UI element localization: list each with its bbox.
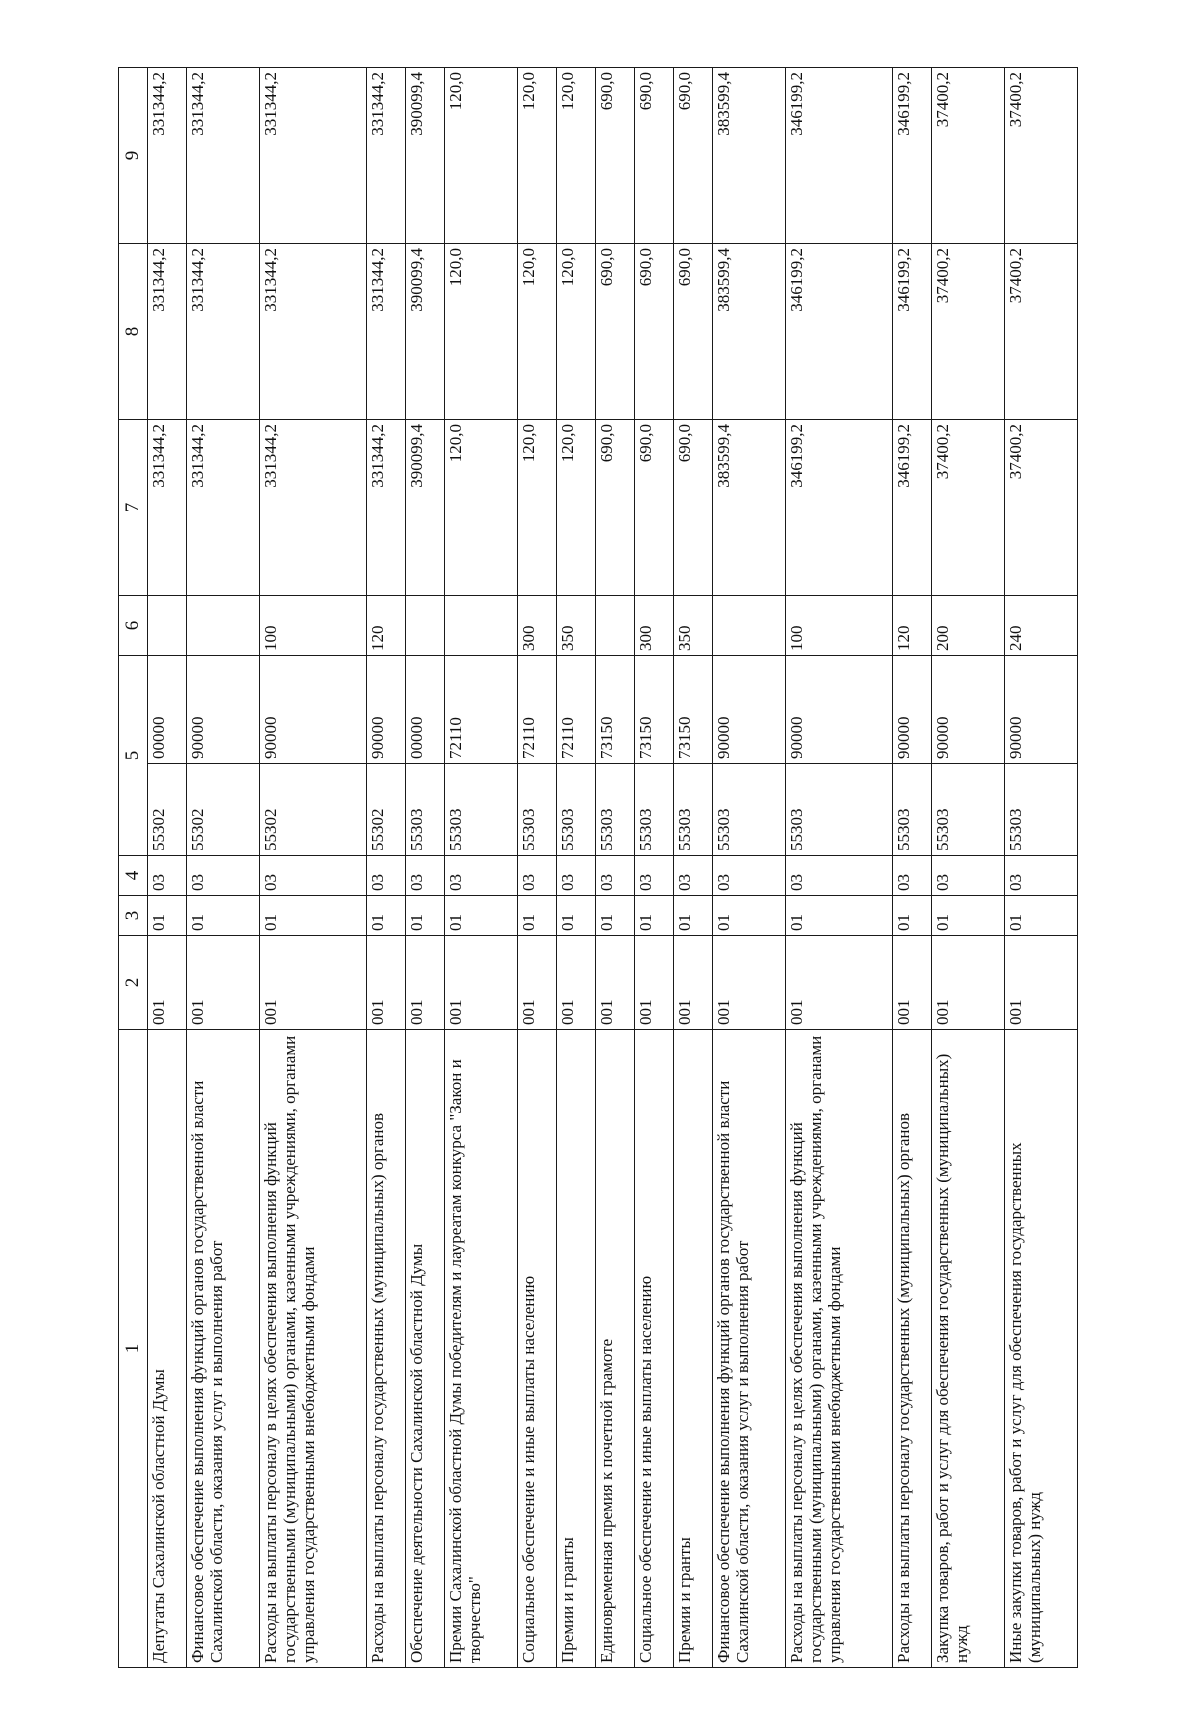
ministry-code-cell: 001 <box>444 936 517 1030</box>
amount-col9-cell: 331344,2 <box>260 68 367 244</box>
header-cell-2: 2 <box>119 936 148 1030</box>
row-name-cell: Финансовое обеспечение выполнения функций органов государственной власти Сахалинской области, оказания услуг и выполнения работ <box>713 1030 786 1668</box>
row-name-cell: Социальное обеспечение и иные выплаты населению <box>635 1030 674 1668</box>
expense-type-cell <box>444 596 517 656</box>
table-body <box>148 68 1078 1668</box>
subsection-code-cell: 03 <box>596 856 635 896</box>
amount-col7-cell: 331344,2 <box>148 420 187 596</box>
row-name-cell: Расходы на выплаты персоналу государственных (муниципальных) органов <box>892 1030 931 1668</box>
program-code-cell: 55303 <box>517 764 556 856</box>
amount-col8-cell: 390099,4 <box>405 244 444 420</box>
amount-col7-cell: 690,0 <box>596 420 635 596</box>
table-row <box>786 68 893 1668</box>
row-name-cell: Обеспечение деятельности Сахалинской областной Думы <box>405 1030 444 1668</box>
ministry-code-cell: 001 <box>366 936 405 1030</box>
direction-code-cell: 73150 <box>596 656 635 764</box>
table-row <box>932 68 1005 1668</box>
expense-type-cell: 200 <box>932 596 1005 656</box>
amount-col9-cell: 383599,4 <box>713 68 786 244</box>
subsection-code-cell: 03 <box>892 856 931 896</box>
section-code-cell: 01 <box>517 896 556 936</box>
amount-col8-cell: 690,0 <box>674 244 713 420</box>
header-cell-4: 4 <box>119 856 148 896</box>
amount-col9-cell: 120,0 <box>517 68 556 244</box>
amount-col8-cell: 690,0 <box>596 244 635 420</box>
amount-col9-cell: 37400,2 <box>932 68 1005 244</box>
row-name-cell: Расходы на выплаты персоналу в целях обеспечения выполнения функций государственными (муниципальными) органами, казенными учреждениями, органами управления государственными внебюджетными фондами <box>786 1030 893 1668</box>
program-code-cell: 55303 <box>786 764 893 856</box>
direction-code-cell: 90000 <box>786 656 893 764</box>
amount-col9-cell: 690,0 <box>674 68 713 244</box>
row-name-cell: Премии и гранты <box>674 1030 713 1668</box>
program-code-cell: 55302 <box>187 764 260 856</box>
header-cell-1: 1 <box>119 1030 148 1668</box>
row-name-cell: Депутаты Сахалинской областной Думы <box>148 1030 187 1668</box>
table-row <box>260 68 367 1668</box>
subsection-code-cell: 03 <box>405 856 444 896</box>
table-row <box>405 68 444 1668</box>
program-code-cell: 55302 <box>366 764 405 856</box>
program-code-cell: 55303 <box>674 764 713 856</box>
expense-type-cell <box>405 596 444 656</box>
section-code-cell: 01 <box>596 896 635 936</box>
section-code-cell: 01 <box>444 896 517 936</box>
row-name-cell: Закупка товаров, работ и услуг для обеспечения государственных (муниципальных) нужд <box>932 1030 1005 1668</box>
expense-type-cell: 300 <box>635 596 674 656</box>
amount-col8-cell: 120,0 <box>444 244 517 420</box>
expense-type-cell: 100 <box>260 596 367 656</box>
section-code-cell: 01 <box>405 896 444 936</box>
amount-col9-cell: 331344,2 <box>366 68 405 244</box>
header-cell-5: 5 <box>119 656 148 856</box>
table-row <box>187 68 260 1668</box>
direction-code-cell: 00000 <box>405 656 444 764</box>
ministry-code-cell: 001 <box>674 936 713 1030</box>
subsection-code-cell: 03 <box>366 856 405 896</box>
direction-code-cell: 90000 <box>932 656 1005 764</box>
table-row <box>148 68 187 1668</box>
direction-code-cell: 90000 <box>366 656 405 764</box>
row-name-cell: Расходы на выплаты персоналу в целях обеспечения выполнения функций государственными (муниципальными) органами, казенными учреждениями, органами управления государственными внебюджетными фондами <box>260 1030 367 1668</box>
program-code-cell: 55303 <box>444 764 517 856</box>
table-row <box>892 68 931 1668</box>
row-name-cell: Иные закупки товаров, работ и услуг для обеспечения государственных (муниципальных) нужд <box>1004 1030 1077 1668</box>
expense-type-cell: 100 <box>786 596 893 656</box>
expense-type-cell <box>148 596 187 656</box>
expense-type-cell <box>187 596 260 656</box>
subsection-code-cell: 03 <box>260 856 367 896</box>
amount-col7-cell: 120,0 <box>444 420 517 596</box>
direction-code-cell: 73150 <box>674 656 713 764</box>
amount-col9-cell: 331344,2 <box>148 68 187 244</box>
section-code-cell: 01 <box>366 896 405 936</box>
amount-col7-cell: 37400,2 <box>932 420 1005 596</box>
row-name-cell: Премии и гранты <box>556 1030 595 1668</box>
section-code-cell: 01 <box>187 896 260 936</box>
expense-type-cell: 300 <box>517 596 556 656</box>
header-cell-7: 7 <box>119 420 148 596</box>
subsection-code-cell: 03 <box>635 856 674 896</box>
amount-col7-cell: 346199,2 <box>892 420 931 596</box>
subsection-code-cell: 03 <box>1004 856 1077 896</box>
amount-col7-cell: 383599,4 <box>713 420 786 596</box>
ministry-code-cell: 001 <box>713 936 786 1030</box>
ministry-code-cell: 001 <box>556 936 595 1030</box>
budget-table <box>118 67 1078 1668</box>
amount-col7-cell: 346199,2 <box>786 420 893 596</box>
ministry-code-cell: 001 <box>148 936 187 1030</box>
table-row <box>517 68 556 1668</box>
amount-col9-cell: 690,0 <box>635 68 674 244</box>
section-code-cell: 01 <box>713 896 786 936</box>
amount-col8-cell: 346199,2 <box>786 244 893 420</box>
direction-code-cell: 90000 <box>260 656 367 764</box>
ministry-code-cell: 001 <box>405 936 444 1030</box>
ministry-code-cell: 001 <box>786 936 893 1030</box>
amount-col8-cell: 331344,2 <box>260 244 367 420</box>
table-row <box>366 68 405 1668</box>
direction-code-cell: 72110 <box>556 656 595 764</box>
amount-col8-cell: 37400,2 <box>1004 244 1077 420</box>
ministry-code-cell: 001 <box>1004 936 1077 1030</box>
amount-col8-cell: 120,0 <box>556 244 595 420</box>
header-cell-8: 8 <box>119 244 148 420</box>
direction-code-cell: 90000 <box>713 656 786 764</box>
section-code-cell: 01 <box>260 896 367 936</box>
program-code-cell: 55303 <box>405 764 444 856</box>
table-row <box>556 68 595 1668</box>
subsection-code-cell: 03 <box>187 856 260 896</box>
subsection-code-cell: 03 <box>148 856 187 896</box>
amount-col8-cell: 120,0 <box>517 244 556 420</box>
table-row <box>713 68 786 1668</box>
page-number <box>52 0 88 828</box>
header-cell-3: 3 <box>119 896 148 936</box>
header-cell-6: 6 <box>119 596 148 656</box>
header-cell-9: 9 <box>119 68 148 244</box>
expense-type-cell: 120 <box>366 596 405 656</box>
amount-col9-cell: 331344,2 <box>187 68 260 244</box>
row-name-cell: Расходы на выплаты персоналу государственных (муниципальных) органов <box>366 1030 405 1668</box>
program-code-cell: 55302 <box>260 764 367 856</box>
amount-col8-cell: 331344,2 <box>187 244 260 420</box>
amount-col9-cell: 346199,2 <box>786 68 893 244</box>
ministry-code-cell: 001 <box>517 936 556 1030</box>
subsection-code-cell: 03 <box>444 856 517 896</box>
expense-type-cell: 240 <box>1004 596 1077 656</box>
subsection-code-cell: 03 <box>556 856 595 896</box>
amount-col7-cell: 390099,4 <box>405 420 444 596</box>
section-code-cell: 01 <box>148 896 187 936</box>
direction-code-cell: 00000 <box>148 656 187 764</box>
expense-type-cell <box>596 596 635 656</box>
ministry-code-cell: 001 <box>260 936 367 1030</box>
amount-col7-cell: 331344,2 <box>187 420 260 596</box>
direction-code-cell: 90000 <box>187 656 260 764</box>
ministry-code-cell: 001 <box>932 936 1005 1030</box>
row-name-cell: Финансовое обеспечение выполнения функций органов государственной власти Сахалинской области, оказания услуг и выполнения работ <box>187 1030 260 1668</box>
table-row <box>674 68 713 1668</box>
program-code-cell: 55303 <box>596 764 635 856</box>
row-name-cell: Премии Сахалинской областной Думы победителям и лауреатам конкурса "Закон и творчество" <box>444 1030 517 1668</box>
table-row <box>444 68 517 1668</box>
expense-type-cell: 120 <box>892 596 931 656</box>
direction-code-cell: 72110 <box>517 656 556 764</box>
amount-col9-cell: 390099,4 <box>405 68 444 244</box>
subsection-code-cell: 03 <box>517 856 556 896</box>
amount-col7-cell: 37400,2 <box>1004 420 1077 596</box>
program-code-cell: 55303 <box>556 764 595 856</box>
amount-col8-cell: 37400,2 <box>932 244 1005 420</box>
program-code-cell: 55303 <box>1004 764 1077 856</box>
program-code-cell: 55303 <box>713 764 786 856</box>
direction-code-cell: 90000 <box>1004 656 1077 764</box>
ministry-code-cell: 001 <box>596 936 635 1030</box>
amount-col7-cell: 331344,2 <box>260 420 367 596</box>
amount-col7-cell: 331344,2 <box>366 420 405 596</box>
amount-col9-cell: 690,0 <box>596 68 635 244</box>
amount-col9-cell: 346199,2 <box>892 68 931 244</box>
amount-col7-cell: 690,0 <box>635 420 674 596</box>
expense-type-cell: 350 <box>556 596 595 656</box>
subsection-code-cell: 03 <box>932 856 1005 896</box>
amount-col8-cell: 346199,2 <box>892 244 931 420</box>
ministry-code-cell: 001 <box>187 936 260 1030</box>
amount-col9-cell: 120,0 <box>444 68 517 244</box>
amount-col9-cell: 37400,2 <box>1004 68 1077 244</box>
table-row <box>596 68 635 1668</box>
section-code-cell: 01 <box>1004 896 1077 936</box>
ministry-code-cell: 001 <box>892 936 931 1030</box>
table-rotator <box>118 68 1078 1668</box>
program-code-cell: 55303 <box>892 764 931 856</box>
subsection-code-cell: 03 <box>786 856 893 896</box>
ministry-code-cell: 001 <box>635 936 674 1030</box>
direction-code-cell: 90000 <box>892 656 931 764</box>
direction-code-cell: 72110 <box>444 656 517 764</box>
direction-code-cell: 73150 <box>635 656 674 764</box>
section-code-cell: 01 <box>556 896 595 936</box>
header-row <box>119 68 148 1668</box>
amount-col8-cell: 383599,4 <box>713 244 786 420</box>
amount-col8-cell: 331344,2 <box>366 244 405 420</box>
amount-col7-cell: 690,0 <box>674 420 713 596</box>
section-code-cell: 01 <box>932 896 1005 936</box>
subsection-code-cell: 03 <box>713 856 786 896</box>
amount-col9-cell: 120,0 <box>556 68 595 244</box>
section-code-cell: 01 <box>635 896 674 936</box>
program-code-cell: 55302 <box>148 764 187 856</box>
row-name-cell: Единовременная премия к почетной грамоте <box>596 1030 635 1668</box>
amount-col7-cell: 120,0 <box>556 420 595 596</box>
section-code-cell: 01 <box>892 896 931 936</box>
expense-type-cell <box>713 596 786 656</box>
section-code-cell: 01 <box>674 896 713 936</box>
amount-col7-cell: 120,0 <box>517 420 556 596</box>
row-name-cell: Социальное обеспечение и иные выплаты населению <box>517 1030 556 1668</box>
subsection-code-cell: 03 <box>674 856 713 896</box>
program-code-cell: 55303 <box>932 764 1005 856</box>
expense-type-cell: 350 <box>674 596 713 656</box>
amount-col8-cell: 690,0 <box>635 244 674 420</box>
section-code-cell: 01 <box>786 896 893 936</box>
program-code-cell: 55303 <box>635 764 674 856</box>
amount-col8-cell: 331344,2 <box>148 244 187 420</box>
table-row <box>635 68 674 1668</box>
table-row <box>1004 68 1077 1668</box>
